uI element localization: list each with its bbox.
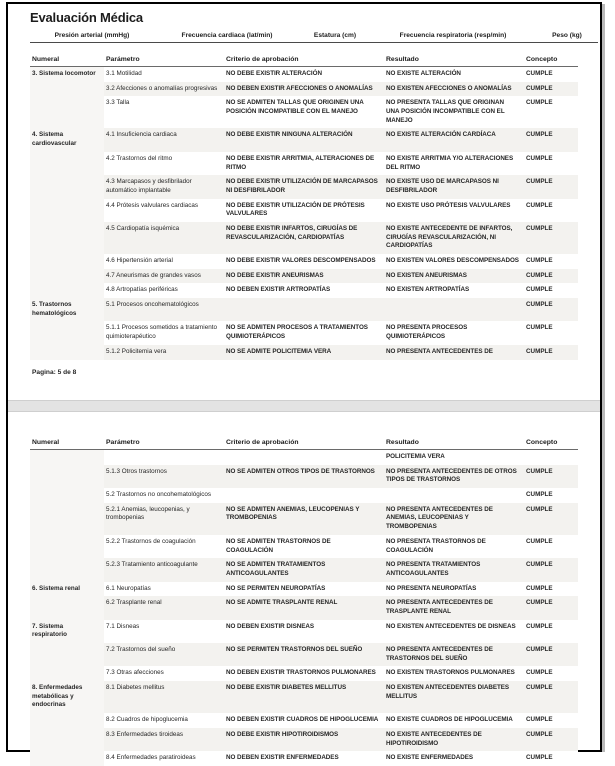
row-criterio: NO DEBE EXISTIR VALORES DESCOMPENSADOS xyxy=(224,254,384,269)
column-header-resultado: Resultado xyxy=(384,436,524,450)
row-concepto: CUMPLE xyxy=(524,503,578,535)
row-numeral xyxy=(30,488,104,503)
table-row xyxy=(30,666,578,681)
row-concepto: CUMPLE xyxy=(524,96,578,128)
row-numeral xyxy=(30,199,104,222)
table-row xyxy=(30,728,578,751)
column-header-parametro: Parámetro xyxy=(104,436,224,450)
row-criterio: NO DEBE EXISTIR INFARTOS, CIRUGÍAS DE REVASCULARIZACIÓN, CARDIOPATÍAS xyxy=(224,222,384,254)
table-row xyxy=(30,152,578,175)
row-resultado: NO PRESENTA TALLAS QUE ORIGINAN UNA POSICIÓN INCOMPATIBLE CON EL MANEJO xyxy=(384,96,524,128)
row-criterio: NO DEBEN EXISTIR AFECCIONES O ANOMALÍAS xyxy=(224,82,384,97)
row-resultado: NO PRESENTA PROCESOS QUIMIOTERÁPICOS xyxy=(384,321,524,344)
row-criterio: NO DEBE EXISTIR DIABETES MELLITUS xyxy=(224,681,384,713)
vitals-header-peso: Peso (kg) xyxy=(536,32,598,43)
row-criterio: NO DEBEN EXISTIR ENFERMEDADES xyxy=(224,751,384,766)
row-parametro: 3.2 Afecciones o anomalías progresivas xyxy=(104,82,224,97)
row-parametro: 4.5 Cardiopatía isquémica xyxy=(104,222,224,254)
row-parametro: 4.1 Insuficiencia cardiaca xyxy=(104,128,224,151)
table-row xyxy=(30,199,578,222)
row-resultado: NO EXISTE ENFERMEDADES xyxy=(384,751,524,766)
row-resultado: NO EXISTE ARRITMIA Y/O ALTERACIONES DEL RITMO xyxy=(384,152,524,175)
row-parametro: 3.1 Motilidad xyxy=(104,67,224,82)
row-resultado: NO EXISTEN AFECCIONES O ANOMALÍAS xyxy=(384,82,524,97)
table-row xyxy=(30,128,578,151)
row-criterio: NO SE ADMITEN TRATAMIENTOS ANTICOAGULANTES xyxy=(224,558,384,581)
row-concepto: CUMPLE xyxy=(524,254,578,269)
table-header-row xyxy=(30,53,578,67)
row-concepto: CUMPLE xyxy=(524,199,578,222)
row-numeral xyxy=(30,321,104,344)
row-criterio: NO DEBE EXISTIR NINGUNA ALTERACIÓN xyxy=(224,128,384,151)
row-criterio: NO SE ADMITEN TALLAS QUE ORIGINEN UNA POSICIÓN INCOMPATIBLE CON EL MANEJO xyxy=(224,96,384,128)
row-parametro: 4.2 Trastornos del ritmo xyxy=(104,152,224,175)
column-header-numeral: Numeral xyxy=(30,53,104,67)
row-numeral xyxy=(30,175,104,198)
column-header-parametro: Parámetro xyxy=(104,53,224,67)
row-parametro: 8.1 Diabetes mellitus xyxy=(104,681,224,713)
table-row xyxy=(30,751,578,766)
table-row xyxy=(30,269,578,284)
row-numeral xyxy=(30,222,104,254)
row-resultado: NO EXISTE ANTECEDENTES DE HIPOTIROIDISMO xyxy=(384,728,524,751)
row-numeral xyxy=(30,345,104,360)
row-concepto: CUMPLE xyxy=(524,345,578,360)
table-row xyxy=(30,503,578,535)
row-parametro: 6.2 Trasplante renal xyxy=(104,596,224,619)
row-concepto: CUMPLE xyxy=(524,535,578,558)
table-row xyxy=(30,535,578,558)
row-parametro xyxy=(104,450,224,465)
row-concepto: CUMPLE xyxy=(524,596,578,619)
row-criterio: NO DEBEN EXISTIR DISNEAS xyxy=(224,620,384,643)
row-concepto: CUMPLE xyxy=(524,128,578,151)
row-parametro: 3.3 Talla xyxy=(104,96,224,128)
row-numeral xyxy=(30,596,104,619)
row-concepto: CUMPLE xyxy=(524,558,578,581)
table-row xyxy=(30,321,578,344)
row-concepto: CUMPLE xyxy=(524,728,578,751)
row-concepto: CUMPLE xyxy=(524,643,578,666)
evaluation-rows-page-1 xyxy=(30,67,578,360)
row-resultado: NO EXISTEN VALORES DESCOMPENSADOS xyxy=(384,254,524,269)
row-concepto: CUMPLE xyxy=(524,283,578,298)
row-numeral xyxy=(30,643,104,666)
row-numeral xyxy=(30,269,104,284)
table-row xyxy=(30,222,578,254)
vitals-value-frecuencia-cardiaca xyxy=(154,43,300,50)
viewer-frame-shadow xyxy=(602,4,605,752)
table-row xyxy=(30,175,578,198)
table-row xyxy=(30,96,578,128)
row-criterio: NO SE ADMITE POLICITEMIA VERA xyxy=(224,345,384,360)
vitals-value-estatura xyxy=(300,43,370,50)
row-parametro: 4.3 Marcapasos y desfibrilador automático implantable xyxy=(104,175,224,198)
row-parametro: 5.2 Trastornos no oncohematológicos xyxy=(104,488,224,503)
vitals-value-presion-arterial xyxy=(30,43,154,50)
document-page-2 xyxy=(8,412,600,762)
row-resultado: NO PRESENTA ANTECEDENTES DE TRASTORNOS DEL SUEÑO xyxy=(384,643,524,666)
row-resultado: NO EXISTE CUADROS DE HIPOGLUCEMIA xyxy=(384,713,524,728)
row-numeral: 8. Enfermedades metabólicas y endocrinas xyxy=(30,681,104,713)
row-parametro: 5.2.3 Tratamiento anticoagulante xyxy=(104,558,224,581)
row-concepto: CUMPLE xyxy=(524,465,578,488)
row-concepto: CUMPLE xyxy=(524,713,578,728)
evaluation-table-page-1 xyxy=(30,53,578,360)
row-resultado: NO EXISTEN ANTECEDENTES DIABETES MELLITUS xyxy=(384,681,524,713)
row-resultado xyxy=(384,298,524,321)
row-resultado: NO PRESENTA ANTECEDENTES DE OTROS TIPOS DE TRASTORNOS xyxy=(384,465,524,488)
column-header-resultado: Resultado xyxy=(384,53,524,67)
row-parametro: 5.1.3 Otros trastornos xyxy=(104,465,224,488)
row-resultado: NO PRESENTA ANTECEDENTES DE xyxy=(384,345,524,360)
row-criterio: NO SE ADMITEN TRASTORNOS DE COAGULACIÓN xyxy=(224,535,384,558)
row-numeral xyxy=(30,666,104,681)
row-criterio: NO DEBE EXISTIR HIPOTIROIDISMOS xyxy=(224,728,384,751)
row-parametro: 7.2 Trastornos del sueño xyxy=(104,643,224,666)
row-numeral xyxy=(30,535,104,558)
row-resultado: NO PRESENTA TRASTORNOS DE COAGULACIÓN xyxy=(384,535,524,558)
vitals-value-peso xyxy=(536,43,598,50)
row-criterio: NO DEBE EXISTIR UTILIZACIÓN DE MARCAPASOS NI DESFIBRILADOR xyxy=(224,175,384,198)
row-concepto: CUMPLE xyxy=(524,666,578,681)
evaluation-table-page-2 xyxy=(30,436,578,766)
row-parametro: 8.2 Cuadros de hipoglucemia xyxy=(104,713,224,728)
row-resultado: NO EXISTE ANTECEDENTE DE INFARTOS, CIRUGÍAS REVASCULARIZACIÓN, NI CARDIOPATÍAS xyxy=(384,222,524,254)
row-parametro: 5.1.1 Procesos sometidos a tratamiento quimioterapéutico xyxy=(104,321,224,344)
row-numeral xyxy=(30,751,104,766)
row-numeral: 5. Trastornos hematológicos xyxy=(30,298,104,321)
row-numeral: 6. Sistema renal xyxy=(30,582,104,597)
row-parametro: 4.6 Hipertensión arterial xyxy=(104,254,224,269)
column-header-concepto: Concepto xyxy=(524,53,578,67)
table-row xyxy=(30,582,578,597)
row-numeral xyxy=(30,96,104,128)
row-resultado: NO EXISTEN ARTROPATÍAS xyxy=(384,283,524,298)
row-parametro: 7.1 Disneas xyxy=(104,620,224,643)
page-title: Evaluación Médica xyxy=(30,10,143,25)
row-concepto: CUMPLE xyxy=(524,152,578,175)
vitals-value-frecuencia-respiratoria xyxy=(370,43,536,50)
row-resultado: NO EXISTE ALTERACIÓN xyxy=(384,67,524,82)
row-parametro: 4.4 Prótesis valvulares cardiacas xyxy=(104,199,224,222)
row-numeral: 7. Sistema respiratorio xyxy=(30,620,104,643)
table-row xyxy=(30,283,578,298)
row-resultado: NO PRESENTA ANTECEDENTES DE ANEMIAS, LEUCOPENIAS Y TROMBOPENIAS xyxy=(384,503,524,535)
row-parametro: 5.1 Procesos oncohematológicos xyxy=(104,298,224,321)
row-resultado: NO EXISTE ALTERACIÓN CARDÍACA xyxy=(384,128,524,151)
row-criterio xyxy=(224,298,384,321)
row-criterio: NO DEBEN EXISTIR CUADROS DE HIPOGLUCEMIA xyxy=(224,713,384,728)
row-criterio: NO SE PERMITEN TRASTORNOS DEL SUEÑO xyxy=(224,643,384,666)
evaluation-rows-page-2 xyxy=(30,450,578,766)
column-header-numeral: Numeral xyxy=(30,436,104,450)
page-separator xyxy=(8,400,600,412)
table-row xyxy=(30,465,578,488)
row-numeral: 3. Sistema locomotor xyxy=(30,67,104,82)
vitals-value-row xyxy=(30,43,598,50)
table-row xyxy=(30,681,578,713)
row-resultado: NO EXISTE USO DE MARCAPASOS NI DESFIBRILADOR xyxy=(384,175,524,198)
table-row xyxy=(30,488,578,503)
row-resultado: NO PRESENTA TRATAMIENTOS ANTICOAGULANTES xyxy=(384,558,524,581)
row-numeral xyxy=(30,82,104,97)
row-concepto xyxy=(524,450,578,465)
row-criterio: NO DEBEN EXISTIR ARTROPATÍAS xyxy=(224,283,384,298)
row-parametro: 6.1 Neuropatías xyxy=(104,582,224,597)
row-numeral: 4. Sistema cardiovascular xyxy=(30,128,104,151)
row-criterio: NO SE ADMITEN ANEMIAS, LEUCOPENIAS Y TROMBOPENIAS xyxy=(224,503,384,535)
row-concepto: CUMPLE xyxy=(524,269,578,284)
page-footer-1: Pagina: 5 de 8 xyxy=(32,368,77,376)
table-row xyxy=(30,298,578,321)
row-resultado: NO EXISTE USO PRÓTESIS VALVULARES xyxy=(384,199,524,222)
row-concepto: CUMPLE xyxy=(524,582,578,597)
row-parametro: 5.2.2 Trastornos de coagulación xyxy=(104,535,224,558)
table-header-row xyxy=(30,436,578,450)
row-concepto: CUMPLE xyxy=(524,681,578,713)
row-parametro: 4.7 Aneurismas de grandes vasos xyxy=(104,269,224,284)
vitals-header-estatura: Estatura (cm) xyxy=(300,32,370,43)
row-criterio: NO DEBEN EXISTIR TRASTORNOS PULMONARES xyxy=(224,666,384,681)
table-row xyxy=(30,596,578,619)
row-parametro: 5.1.2 Policitemia vera xyxy=(104,345,224,360)
vitals-header-row xyxy=(30,32,598,43)
table-row xyxy=(30,643,578,666)
table-row xyxy=(30,254,578,269)
row-numeral xyxy=(30,465,104,488)
vitals-header-presion-arterial: Presión arterial (mmHg) xyxy=(30,32,154,43)
row-numeral xyxy=(30,450,104,465)
row-numeral xyxy=(30,558,104,581)
row-concepto: CUMPLE xyxy=(524,488,578,503)
row-criterio: NO DEBE EXISTIR UTILIZACIÓN DE PRÓTESIS VALVULARES xyxy=(224,199,384,222)
row-numeral xyxy=(30,713,104,728)
row-criterio: NO DEBE EXISTIR ALTERACIÓN xyxy=(224,67,384,82)
row-parametro: 5.2.1 Anemias, leucopenias, y trombopenias xyxy=(104,503,224,535)
row-resultado xyxy=(384,488,524,503)
row-numeral xyxy=(30,283,104,298)
vitals-table xyxy=(30,32,598,49)
row-resultado: NO PRESENTA ANTECEDENTES DE TRASPLANTE RENAL xyxy=(384,596,524,619)
row-concepto: CUMPLE xyxy=(524,222,578,254)
row-concepto: CUMPLE xyxy=(524,620,578,643)
table-row xyxy=(30,67,578,82)
row-criterio: NO DEBE EXISTIR ANEURISMAS xyxy=(224,269,384,284)
row-concepto: CUMPLE xyxy=(524,321,578,344)
row-resultado: NO EXISTEN ANTECEDENTES DE DISNEAS xyxy=(384,620,524,643)
row-resultado: NO PRESENTA NEUROPATÍAS xyxy=(384,582,524,597)
row-criterio: NO SE ADMITEN OTROS TIPOS DE TRASTORNOS xyxy=(224,465,384,488)
row-numeral xyxy=(30,254,104,269)
row-numeral xyxy=(30,152,104,175)
row-numeral xyxy=(30,728,104,751)
row-criterio xyxy=(224,450,384,465)
row-resultado: NO EXISTEN ANEURISMAS xyxy=(384,269,524,284)
row-concepto: CUMPLE xyxy=(524,751,578,766)
table-row xyxy=(30,620,578,643)
row-concepto: CUMPLE xyxy=(524,82,578,97)
row-criterio: NO SE PERMITEN NEUROPATÍAS xyxy=(224,582,384,597)
table-row xyxy=(30,713,578,728)
table-row xyxy=(30,82,578,97)
column-header-concepto: Concepto xyxy=(524,436,578,450)
column-header-criterio: Criterio de aprobación xyxy=(224,436,384,450)
row-criterio: NO SE ADMITEN PROCESOS A TRATAMIENTOS QUIMIOTERÁPICOS xyxy=(224,321,384,344)
row-parametro: 7.3 Otras afecciones xyxy=(104,666,224,681)
table-row xyxy=(30,345,578,360)
vitals-header-frecuencia-cardiaca: Frecuencia cardiaca (lat/min) xyxy=(154,32,300,43)
row-parametro: 4.8 Artropatías periféricas xyxy=(104,283,224,298)
column-header-criterio: Criterio de aprobación xyxy=(224,53,384,67)
row-resultado: POLICITEMIA VERA xyxy=(384,450,524,465)
row-criterio: NO DEBE EXISTIR ARRITMIA, ALTERACIONES DE RITMO xyxy=(224,152,384,175)
row-resultado: NO EXISTEN TRASTORNOS PULMONARES xyxy=(384,666,524,681)
row-parametro: 8.4 Enfermedades paratiroideas xyxy=(104,751,224,766)
row-parametro: 8.3 Enfermedades tiroideas xyxy=(104,728,224,751)
row-concepto: CUMPLE xyxy=(524,67,578,82)
table-row xyxy=(30,558,578,581)
row-criterio: NO SE ADMITE TRASPLANTE RENAL xyxy=(224,596,384,619)
vitals-header-frecuencia-respiratoria: Frecuencia respiratoria (resp/min) xyxy=(370,32,536,43)
row-concepto: CUMPLE xyxy=(524,298,578,321)
row-numeral xyxy=(30,503,104,535)
document-page-1 xyxy=(8,4,600,400)
row-concepto: CUMPLE xyxy=(524,175,578,198)
row-criterio xyxy=(224,488,384,503)
table-row xyxy=(30,450,578,465)
